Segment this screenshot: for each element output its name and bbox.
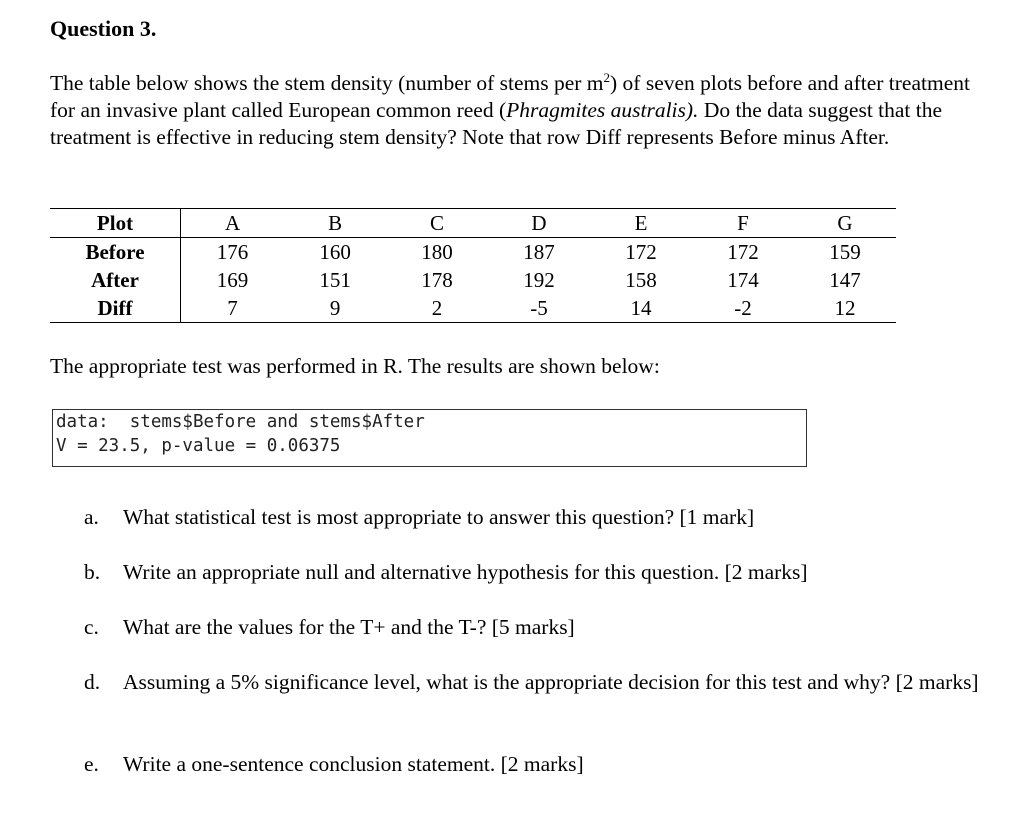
results-intro-text: The appropriate test was performed in R. The results are shown below: [50, 354, 660, 378]
table-row [50, 266, 896, 294]
table-cell: 160 [319, 240, 351, 264]
table-cell: -5 [488, 294, 590, 323]
intro-text-3: Do the data suggest that the treatment is effective in reducing stem density? Note that row Diff represents Before minus After. [50, 98, 943, 149]
table-header-cell: D [488, 209, 590, 238]
question-heading: Question 3. [50, 16, 157, 41]
question-text: What statistical test is most appropriate to answer this question? [1 mark] [123, 505, 755, 529]
table-row-label: After [50, 266, 181, 294]
question-text: Assuming a 5% significance level, what is the appropriate decision for this test and why? [2 marks] [123, 670, 979, 694]
question-item-b [84, 559, 994, 586]
question-label: e. [84, 752, 99, 776]
question-text: Write a one-sentence conclusion statement. [2 marks] [123, 752, 584, 776]
table-cell: 12 [794, 294, 896, 323]
question-label: c. [84, 615, 99, 639]
intro-species-name: Phragmites australis). [506, 98, 699, 122]
intro-text-2: ) of seven plots before and after treatment for an invasive plant called European common reed ( [50, 71, 970, 122]
question-item-e [84, 751, 994, 778]
intro-superscript: 2 [603, 69, 611, 85]
table-cell: 147 [829, 268, 861, 292]
table-row-label: Diff [50, 294, 181, 323]
table-cell: 172 [625, 240, 657, 264]
table-row [50, 238, 896, 267]
table-cell: 192 [523, 268, 555, 292]
table-cell: 178 [421, 268, 453, 292]
r-output-line-statistic: V = 23.5, p-value = 0.06375 [56, 436, 341, 456]
stem-density-table [50, 208, 896, 323]
table-cell: 159 [829, 240, 861, 264]
table-row-label: Before [50, 238, 181, 267]
table-cell: 187 [523, 240, 555, 264]
question-text: What are the values for the T+ and the T-? [5 marks] [123, 615, 575, 639]
intro-text-1: The table below shows the stem density (number of stems per m [50, 71, 604, 95]
table-cell: -2 [692, 294, 794, 323]
question-item-a [84, 504, 994, 531]
table-header-cell: A [181, 209, 285, 238]
question-label: d. [84, 670, 101, 694]
table-header-cell: B [284, 209, 386, 238]
question-label: b. [84, 560, 101, 584]
table-cell: 7 [181, 294, 285, 323]
table-cell: 176 [216, 240, 249, 264]
table-cell: 169 [216, 268, 249, 292]
r-output-line-data: data: stems$Before and stems$After [56, 412, 425, 432]
question-text: Write an appropriate null and alternative hypothesis for this question. [2 marks] [123, 560, 808, 584]
table-cell: 172 [727, 240, 759, 264]
r-output-box [52, 409, 807, 467]
table-cell: 14 [590, 294, 692, 323]
table-cell: 9 [284, 294, 386, 323]
table-header-cell: G [794, 209, 896, 238]
table-cell: 174 [727, 268, 759, 292]
table-header-cell: E [590, 209, 692, 238]
table-cell: 2 [386, 294, 488, 323]
table-row [50, 294, 896, 323]
table-cell: 151 [319, 268, 351, 292]
question-label: a. [84, 505, 99, 529]
table-header-row [50, 209, 896, 238]
question-item-c [84, 614, 994, 641]
table-header-cell: C [386, 209, 488, 238]
table-header-cell: Plot [50, 209, 181, 238]
intro-paragraph [50, 70, 1000, 151]
table-header-cell: F [692, 209, 794, 238]
table-cell: 158 [625, 268, 657, 292]
question-item-d [84, 669, 994, 696]
table-cell: 180 [421, 240, 453, 264]
